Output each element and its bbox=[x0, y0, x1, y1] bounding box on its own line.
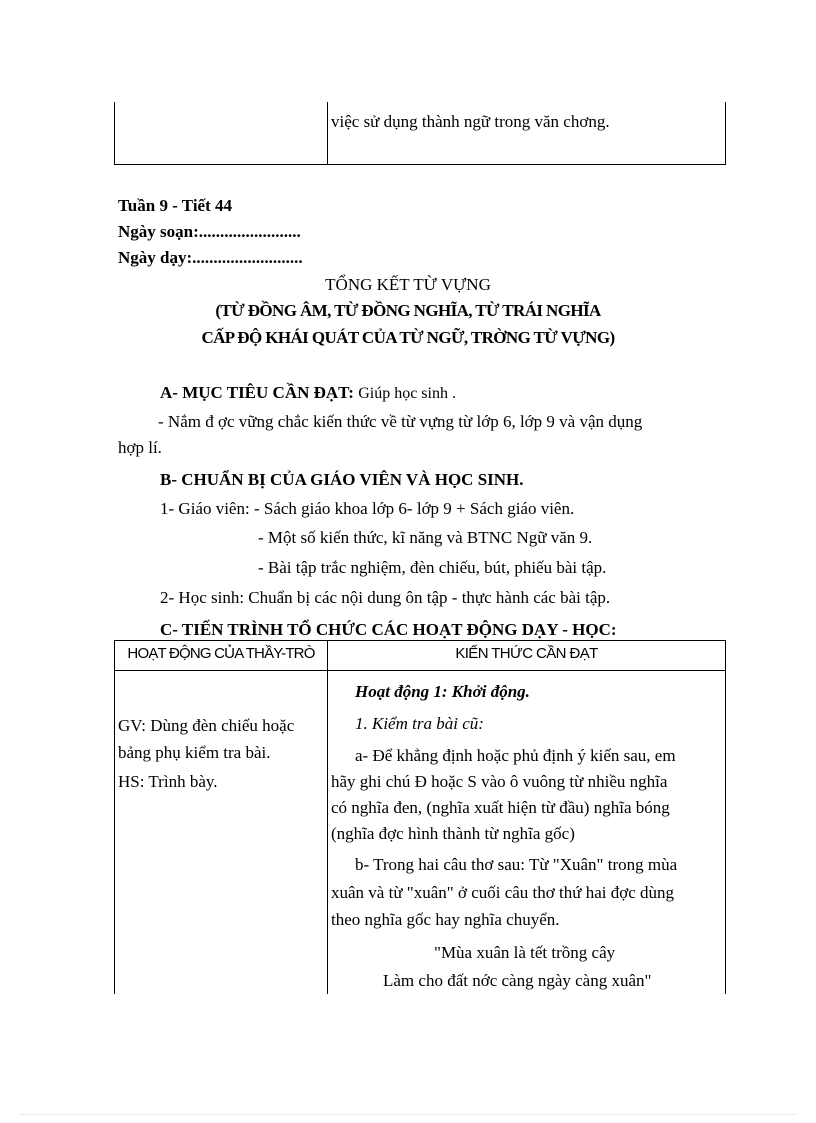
right-a-1: a- Để khẳng định hoặc phủ định ý kiến sau, em bbox=[355, 746, 676, 765]
section-b-teacher-2: - Một số kiến thức, kĩ năng và BTNC Ngữ văn 9. bbox=[258, 528, 593, 547]
check-heading: 1. Kiểm tra bài cũ: bbox=[355, 714, 484, 733]
right-b-2: xuân và từ "xuân" ở cuối câu thơ thứ hai đợc dùng bbox=[331, 883, 675, 902]
poem-line-1: "Mùa xuân là tết trồng cây bbox=[434, 943, 616, 962]
right-a-4: (nghĩa đợc hình thành từ nghĩa gốc) bbox=[331, 824, 575, 843]
main-table-header-bottom-border bbox=[114, 670, 726, 671]
col1-header: HOẠT ĐỘNG CỦA THẦY-TRÒ bbox=[127, 645, 315, 662]
right-a-2: hãy ghi chú Đ hoặc S vào ô vuông từ nhiều nghĩa bbox=[331, 772, 668, 791]
poem-line-2: Làm cho đất nớc càng ngày càng xuân" bbox=[383, 971, 652, 990]
title-line-1: TỔNG KẾT TỪ VỰNG bbox=[325, 275, 491, 294]
section-a-heading-tail: Giúp học sinh . bbox=[358, 385, 456, 402]
top-table-middle-border bbox=[327, 102, 328, 165]
week-lesson: Tuần 9 - Tiết 44 bbox=[118, 196, 233, 215]
title-line-3: CẤP ĐỘ KHÁI QUÁT CỦA TỪ NGỮ, TRỜNG TỪ VỰNG) bbox=[201, 328, 615, 347]
main-table-right-border bbox=[725, 640, 726, 994]
section-a-line-1: - Nắm đ ợc vững chắc kiến thức về từ vựng từ lớp 6, lớp 9 và vận dụng bbox=[158, 412, 643, 431]
main-table-middle-border bbox=[327, 640, 328, 994]
section-b-student: 2- Học sinh: Chuẩn bị các nội dung ôn tập - thực hành các bài tập. bbox=[160, 588, 611, 607]
top-table-right-cell: việc sử dụng thành ngữ trong văn chơng. bbox=[331, 112, 610, 131]
col1-header-cell bbox=[115, 641, 327, 670]
left-gv-2: bảng phụ kiểm tra bài. bbox=[118, 743, 271, 762]
section-a-line-2: hợp lí. bbox=[118, 438, 162, 457]
section-b-teacher-3: - Bài tập trắc nghiệm, đèn chiếu, bút, phiếu bài tập. bbox=[258, 558, 607, 577]
section-b-teacher-1: 1- Giáo viên: - Sách giáo khoa lớp 6- lớp 9 + Sách giáo viên. bbox=[160, 499, 575, 518]
top-table-bottom-border bbox=[114, 164, 726, 165]
left-hs: HS: Trình bày. bbox=[118, 772, 218, 791]
right-a-3: có nghĩa đen, (nghĩa xuất hiện từ đầu) nghĩa bóng bbox=[331, 798, 670, 817]
left-gv-1: GV: Dùng đèn chiếu hoặc bbox=[118, 716, 295, 735]
top-table-left-border bbox=[114, 102, 115, 165]
page-bottom-dotted-rule bbox=[20, 1114, 796, 1115]
right-b-1: b- Trong hai câu thơ sau: Từ "Xuân" trong mùa bbox=[355, 855, 678, 874]
section-c-heading: C- TIẾN TRÌNH TỔ CHỨC CÁC HOẠT ĐỘNG DẠY - HỌC: bbox=[160, 620, 617, 639]
section-b-heading: B- CHUẨN BỊ CỦA GIÁO VIÊN VÀ HỌC SINH. bbox=[160, 470, 524, 489]
col2-header: KIẾN THỨC CẦN ĐẠT bbox=[455, 645, 598, 662]
main-table-left-border bbox=[114, 640, 115, 994]
activity-heading: Hoạt động 1: Khởi động. bbox=[355, 682, 530, 701]
teach-date: Ngày dạy:.......................... bbox=[118, 248, 303, 267]
title-line-2: (TỪ ĐỒNG ÂM, TỪ ĐỒNG NGHĨA, TỪ TRÁI NGHĨA bbox=[215, 301, 601, 320]
section-a-heading: A- MỤC TIÊU CẦN ĐẠT: bbox=[160, 383, 354, 402]
right-b-3: theo nghĩa gốc hay nghĩa chuyển. bbox=[331, 910, 560, 929]
section-a bbox=[160, 383, 456, 403]
prep-date: Ngày soạn:........................ bbox=[118, 222, 301, 241]
top-table-right-border bbox=[725, 102, 726, 165]
